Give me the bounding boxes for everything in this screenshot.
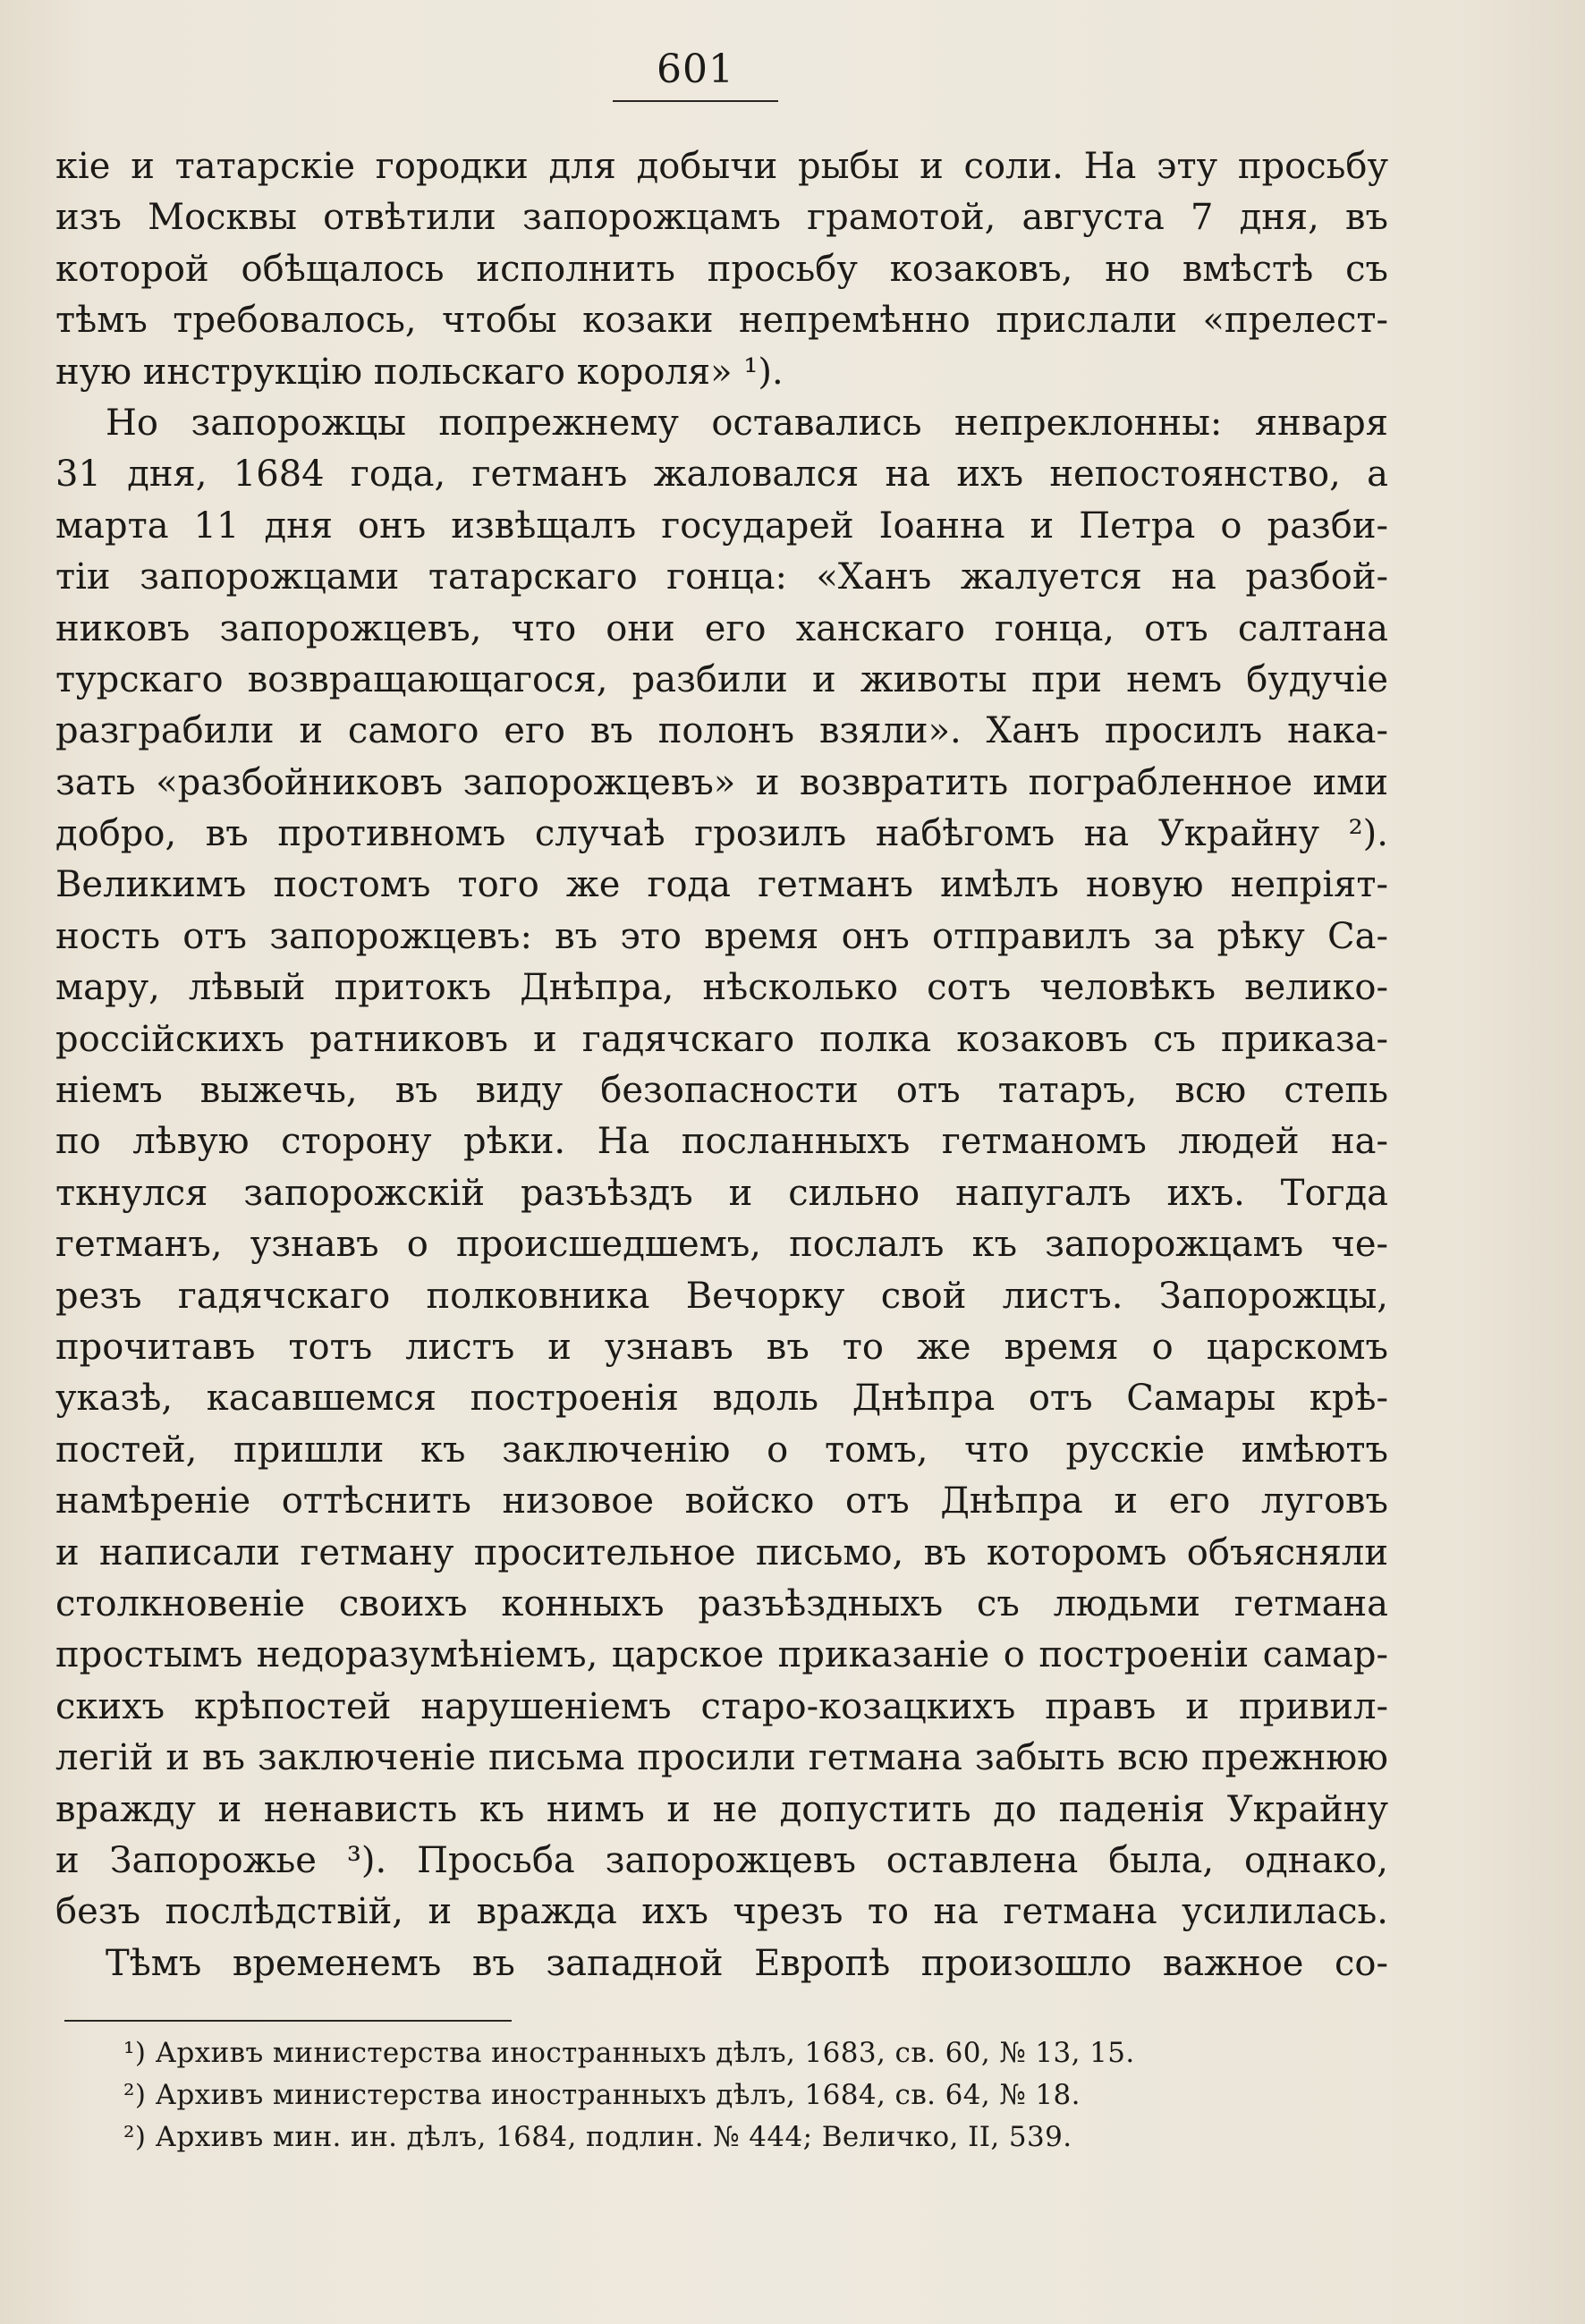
text-line: вражду и ненависть къ нимъ и не допустить до паденія Украйну [55, 1788, 1388, 1830]
text-line: никовъ запорожцевъ, что они его ханскаго гонца, отъ салтана [55, 607, 1388, 649]
text-line: простымъ недоразумѣніемъ, царское приказаніе о построеніи самар- [55, 1634, 1388, 1676]
footnote-3: ²) Архивъ мин. ин. дѣлъ, 1684, подлин. № 444; Величко, II, 539. [123, 2121, 1072, 2153]
text-line: гетманъ, узнавъ о происшедшемъ, послалъ къ запорожцамъ че- [55, 1224, 1388, 1266]
text-line: мару, лѣвый притокъ Днѣпра, нѣсколько сотъ человѣкъ велико- [55, 967, 1388, 1009]
footnote-rule [64, 2020, 512, 2022]
text-line: россійскихъ ратниковъ и гадячскаго полка козаковъ съ приказа- [55, 1018, 1388, 1060]
header-rule [613, 100, 778, 102]
text-line: легій и въ заключеніе письма просили гетмана забыть всю прежнюю [55, 1737, 1388, 1779]
text-line: ткнулся запорожскій разъѣздъ и сильно напугалъ ихъ. Тогда [55, 1172, 1388, 1214]
text-line: Тѣмъ временемъ въ западной Европѣ произошло важное со- [106, 1942, 1388, 1984]
text-line: добро, въ противномъ случаѣ грозилъ набѣгомъ на Украйну ²). [55, 813, 1388, 855]
text-line: намѣреніе оттѣснить низовое войско отъ Днѣпра и его луговъ [55, 1480, 1388, 1522]
text-line: скихъ крѣпостей нарушеніемъ старо-козацкихъ правъ и привил- [55, 1685, 1388, 1727]
text-line: резъ гадячскаго полковника Вечорку свой листъ. Запорожцы, [55, 1275, 1388, 1317]
text-line: Но запорожцы попрежнему оставались непреклонны: января [106, 402, 1388, 444]
text-line: прочитавъ тотъ листъ и узнавъ въ то же время о царскомъ [55, 1326, 1388, 1368]
text-line: турскаго возвращающагося, разбили и животы при немъ будучіе [55, 658, 1388, 700]
footnotes [123, 2032, 1394, 2159]
text-line: по лѣвую сторону рѣки. На посланныхъ гетманомъ людей на- [55, 1121, 1388, 1163]
text-line: зать «разбойниковъ запорожцевъ» и возвратить пограбленное ими [55, 761, 1388, 803]
text-line: тѣмъ требовалось, чтобы козаки непремѣнно прислали «прелест- [55, 300, 1388, 342]
text-line: ную инструкцію польскаго короля» ¹). [55, 351, 784, 393]
text-line: тіи запорожцами татарскаго гонца: «Ханъ жалуется на разбой- [55, 556, 1388, 598]
text-line: и Запорожье ³). Просьба запорожцевъ оставлена была, однако, [55, 1839, 1388, 1881]
text-line: ніемъ выжечь, въ виду безопасности отъ татаръ, всю степь [55, 1070, 1388, 1112]
text-line: и написали гетману просительное письмо, въ которомъ объясняли [55, 1531, 1388, 1573]
text-line: указѣ, касавшемся построенія вдоль Днѣпра отъ Самары крѣ- [55, 1378, 1388, 1420]
body-text [55, 141, 1388, 1989]
text-line: 31 дня, 1684 года, гетманъ жаловался на ихъ непостоянство, а [55, 454, 1388, 496]
text-line: безъ послѣдствій, и вражда ихъ чрезъ то на гетмана усилилась. [55, 1891, 1388, 1933]
text-line: изъ Москвы отвѣтили запорожцамъ грамотой, августа 7 дня, въ [55, 197, 1388, 239]
page-number: 601 [657, 47, 734, 92]
text-line: постей, пришли къ заключенію о томъ, что русскіе имѣютъ [55, 1429, 1388, 1471]
text-line: марта 11 дня онъ извѣщалъ государей Іоанна и Петра о разби- [55, 505, 1388, 547]
text-line: которой обѣщалось исполнить просьбу козаковъ, но вмѣстѣ съ [55, 248, 1388, 290]
text-line: Великимъ постомъ того же года гетманъ имѣлъ новую непріят- [55, 864, 1388, 906]
footnote-1: ¹) Архивъ министерства иностранныхъ дѣлъ, 1683, св. 60, № 13, 15. [123, 2037, 1135, 2069]
text-line: ность отъ запорожцевъ: въ это время онъ отправилъ за рѣку Са- [55, 915, 1388, 957]
text-line: разграбили и самого его въ полонъ взяли». Ханъ просилъ нака- [55, 710, 1388, 752]
text-line: кіе и татарскіе городки для добычи рыбы и соли. На эту просьбу [55, 146, 1388, 187]
text-line: столкновеніе своихъ конныхъ разъѣздныхъ съ людьми гетмана [55, 1582, 1388, 1624]
footnote-2: ²) Архивъ министерства иностранныхъ дѣлъ, 1684, св. 64, № 18. [123, 2079, 1081, 2111]
